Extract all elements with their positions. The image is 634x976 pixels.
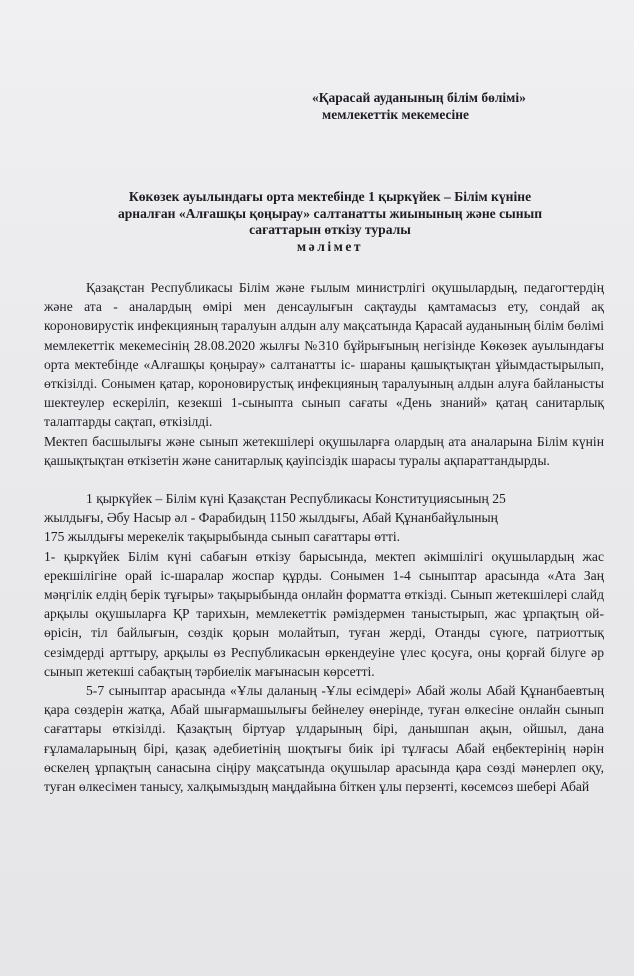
- paragraph-3-line-1: 1 қыркүйек – Білім күні Қазақстан Республикасы Конституциясының 25: [86, 491, 506, 507]
- title-line-4: мәлімет: [296, 238, 364, 254]
- title-line-3: сағаттарын өткізу туралы: [249, 222, 411, 237]
- paragraph-3-line-3: 175 жылдығы мерекелік тақырыбында сынып сағаттары өтті.: [44, 529, 401, 545]
- paragraph-3-line-2: жылдығы, Әбу Насыр әл - Фарабидың 1150 жылдығы, Абай Құнанбайұлының: [44, 510, 498, 526]
- addressee-line-2: мемлекеттік мекемесіне: [322, 107, 470, 122]
- title-line-1: Көкөзек ауылындағы орта мектебінде 1 қыркүйек – Білім күніне: [128, 189, 532, 204]
- addressee-line-1: «Қарасай ауданының білім бөлімі»: [312, 90, 526, 105]
- paragraph-4: 1- қыркүйек Білім күні сабағын өткізу барысында, мектеп әкімшілігі оқушылардың жас ерекшілігіне орай іс-шаралар жоспар құрды. Сонымен 1-4 сыныптар арасында «Ата Заң мәңгілік елдің берік тұғыры» тақырыбында онлайн форматта өткізді. Сынып жетекшілері слайд арқылы оқушыларға ҚР тарихын, мемлекеттік рәміздермен таныстырып, жас ұрпақтың ой-өрісін, тіл байлығын, сөздік қорын молайтып, туған жерді, Отанды сүюге, патриоттық сезімдерді арттыру, арқылы өз Республикасын өркендеуіне үлес қосуға, оны қорғай білуге әр сынып жетекші сабақтың тәрбиелік мағынасын көрсетті.: [44, 548, 604, 679]
- addressee-block: [312, 89, 526, 123]
- paragraph-2: Мектеп басшылығы және сынып жетекшілері оқушыларға олардың ата аналарына Білім күнін қашықтықтан өткізетін және санитарлық қауіпсіздік шарасы туралы ақпараттандырды.: [44, 433, 604, 468]
- paragraph-1: Қазақстан Республикасы Білім және ғылым министрлігі оқушылардың, педагогтердің және ата - аналардың өмірі мен денсаулығын сақтауды қамтамасыз ету, сондай ақ короновирустік инфекцияның таралуын алдын алу мақсатында Қарасай ауданының білім бөлімі мемлекеттік мекемесінің 28.08.2020 жылғы №310 бұйрығының негізінде Көкөзек ауылындағы орта мектебінде «Алғашқы қоңырау» салтанатты іс- шараны қашықтықтан ұйымдастырылып, өткізілді. Сонымен қатар, короновирустық инфекцияның таралуының алдын алуға байланысты шектеулер ескеріліп, кезекші 1-сыныпта сынып сағаты «День знаний» қатаң санитарлық талаптарды сақтап, өткізілді.: [44, 280, 604, 430]
- document-body: [44, 278, 604, 796]
- title-line-2: арналған «Алғашқы қоңырау» салтанатты жиынының және сынып: [117, 205, 543, 221]
- document-title: [40, 189, 620, 255]
- paragraph-5: 5-7 сыныптар арасында «Ұлы даланың -Ұлы есімдері» Абай жолы Абай Құнанбаевтың қара сөздерін жатқа, Абай шығармашылығы бейнелеу өнерінде, туған өлкесіне онлайн сынып сағаттары өткізілді. Қазақтың біртуар ұлдарының бірі, данышпан ақын, ойшыл, дана ғұламаларының бірі, қазақ әдебиетінің шоқтығы биік ірі тұлғасы Абай еңбектерінің нәрін өскелең ұрпақтың санасына сіңіру мақсатында оқушылар арасында қара сөзді мәнерлеп оқу, туған өлкесімен танысу, халқымыздың маңдайына біткен ұлы перзенті, көсемсөз шебері Абай: [44, 683, 604, 795]
